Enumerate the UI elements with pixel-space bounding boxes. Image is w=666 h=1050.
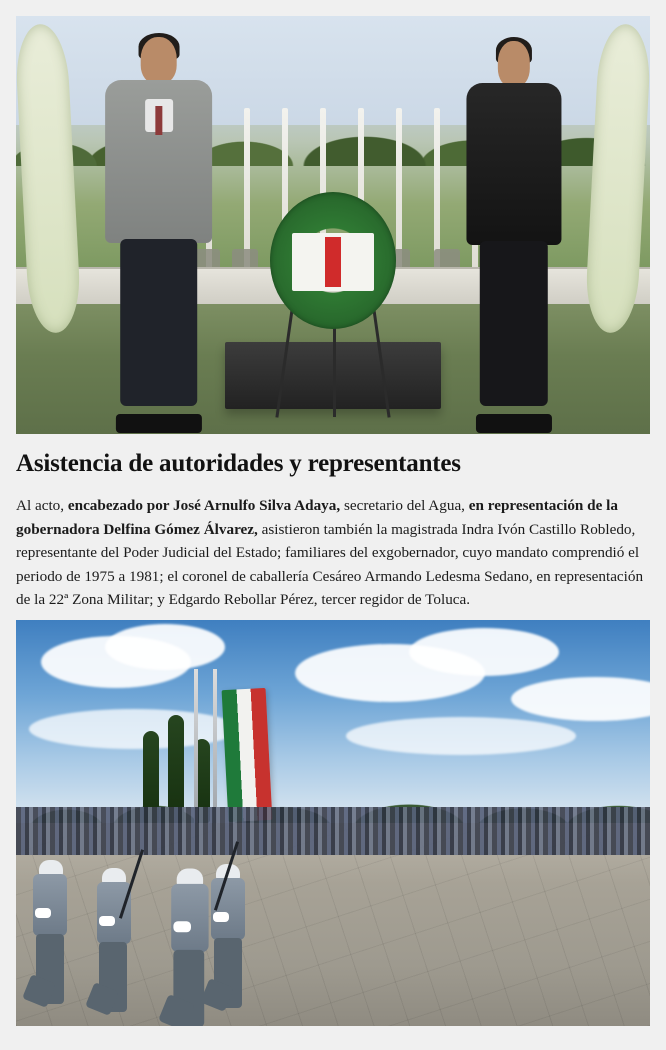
suit-jacket	[105, 80, 213, 243]
marching-soldier	[92, 868, 138, 1018]
run-0: Al acto,	[16, 497, 68, 514]
white-glove	[173, 921, 191, 932]
cloud	[409, 628, 559, 676]
uniform-torso	[97, 882, 131, 944]
white-glove	[99, 916, 115, 926]
necktie	[155, 106, 163, 135]
trousers	[120, 239, 198, 406]
legs	[174, 950, 205, 1026]
white-glove	[35, 908, 51, 918]
photo-wreath-ceremony-canvas	[16, 16, 650, 434]
mexican-flag	[222, 688, 273, 822]
black-coat	[466, 83, 561, 245]
run-1: encabezado por José Arnulfo Silva Adaya,	[67, 497, 341, 514]
legs	[99, 942, 127, 1012]
audience-formation	[16, 807, 650, 856]
uniform-torso	[171, 884, 208, 952]
photo-military-parade	[16, 620, 650, 1026]
white-glove	[213, 912, 229, 922]
trousers	[479, 241, 547, 406]
photo-wreath-ceremony	[16, 16, 650, 434]
uniform-torso	[33, 874, 67, 936]
run-4: asistieron también la magistrada Indra Ivón Castillo Robledo, representante del Poder Judicial del Estado; familiares del exgobernador, cuyo mandato comprendió el periodo de 1975 a 1981; el coronel de caballería Cesáreo Armando Ledesma Sedano, en representación de la 22ª Zona Militar; y Edgardo Rebollar Pérez, tercer regidor de Toluca.	[16, 520, 644, 609]
marching-soldier	[29, 860, 75, 1010]
shoes	[476, 414, 552, 433]
shoes	[116, 414, 202, 433]
head	[498, 41, 530, 87]
run-2: secretario del Agua,	[340, 497, 469, 514]
legs	[214, 938, 242, 1008]
article-paragraph	[16, 494, 650, 612]
legs	[36, 934, 64, 1004]
flower-wreath	[270, 192, 397, 330]
marching-soldier	[206, 864, 252, 1014]
cloud	[105, 624, 225, 670]
person-official-male	[105, 37, 213, 426]
photo-military-parade-canvas	[16, 620, 650, 1026]
run-3: en representación de la gobernadora Delfina Gómez Álvarez,	[16, 497, 618, 538]
page-title: Asistencia de autoridades y representantes	[16, 450, 461, 477]
head	[140, 37, 177, 84]
person-official-female	[466, 41, 561, 426]
